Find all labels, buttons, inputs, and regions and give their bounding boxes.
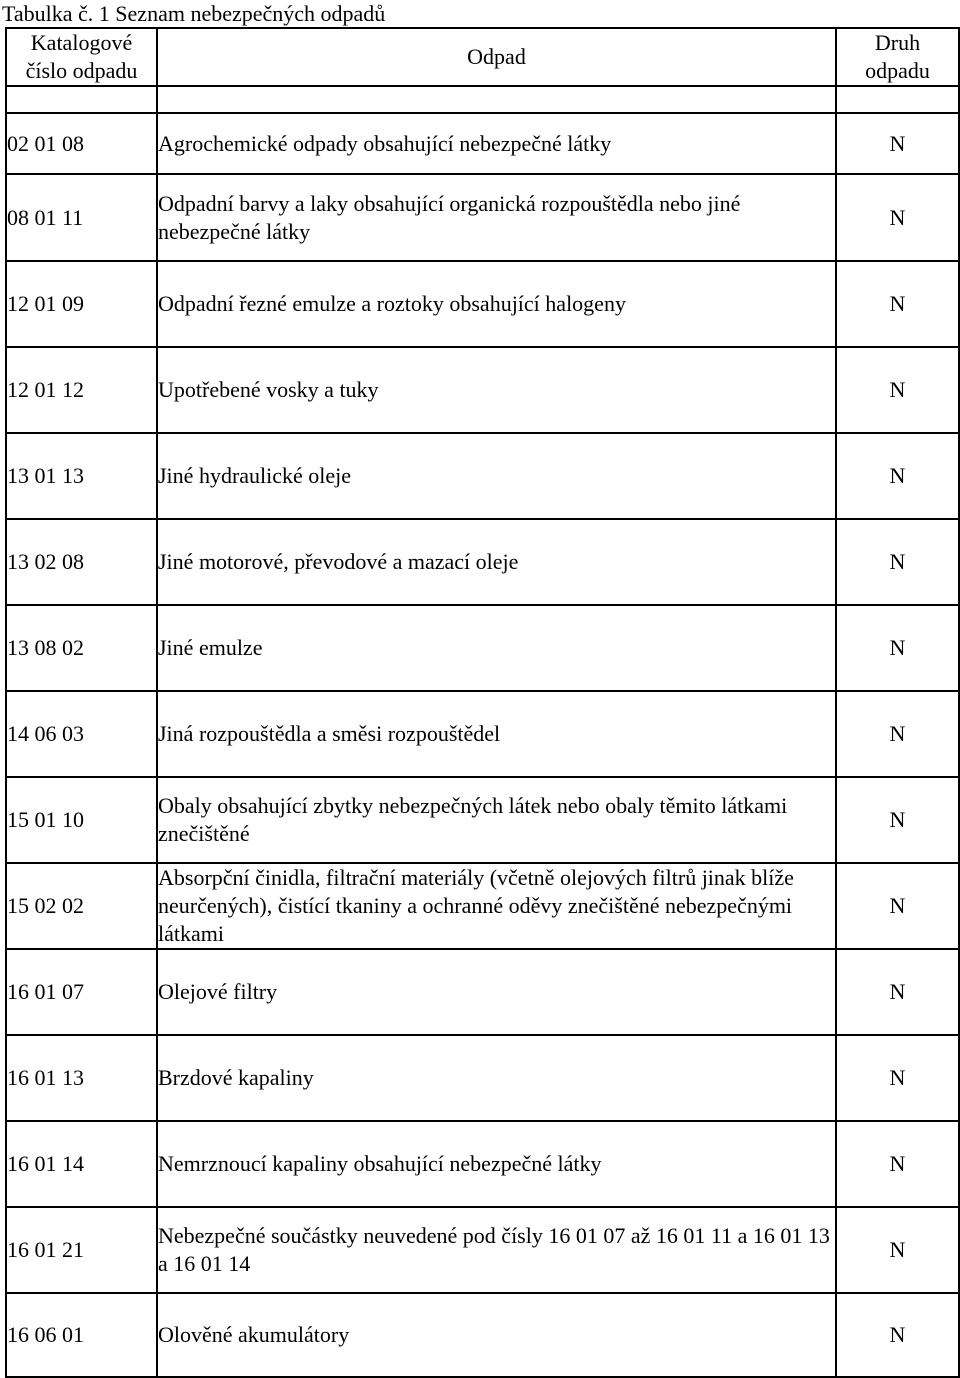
waste-type-cell: N [836, 949, 959, 1035]
waste-type-cell: N [836, 433, 959, 519]
waste-name-cell: Olověné akumulátory [157, 1293, 836, 1377]
waste-type-cell: N [836, 605, 959, 691]
table-row [6, 1121, 959, 1207]
table-row [6, 691, 959, 777]
table-row [6, 605, 959, 691]
table-row [6, 777, 959, 863]
hazardous-waste-table [5, 27, 960, 1378]
waste-type-cell: N [836, 1207, 959, 1293]
waste-name-cell: Agrochemické odpady obsahující nebezpečné látky [157, 113, 836, 174]
waste-type-cell: N [836, 347, 959, 433]
table-row [6, 519, 959, 605]
waste-type-cell: N [836, 777, 959, 863]
waste-code-cell: 16 01 14 [6, 1121, 157, 1207]
waste-type-cell: N [836, 113, 959, 174]
waste-code-cell: 12 01 09 [6, 261, 157, 347]
waste-name-cell: Jiná rozpouštědla a směsi rozpouštědel [157, 691, 836, 777]
header-catalog-number-line1: Katalogové [30, 30, 133, 55]
spacer-cell [836, 86, 959, 113]
waste-name-cell: Odpadní řezné emulze a roztoky obsahující halogeny [157, 261, 836, 347]
spacer-cell [157, 86, 836, 113]
waste-type-cell: N [836, 174, 959, 261]
header-catalog-number-line2: číslo odpadu [25, 58, 138, 83]
waste-code-cell: 15 01 10 [6, 777, 157, 863]
waste-code-cell: 16 01 21 [6, 1207, 157, 1293]
table-row [6, 113, 959, 174]
header-waste: Odpad [157, 28, 836, 86]
waste-type-cell: N [836, 1293, 959, 1377]
waste-name-cell: Brzdové kapaliny [157, 1035, 836, 1121]
table-row [6, 863, 959, 949]
waste-code-cell: 16 06 01 [6, 1293, 157, 1377]
waste-code-cell: 12 01 12 [6, 347, 157, 433]
waste-name-cell: Olejové filtry [157, 949, 836, 1035]
header-spacer-row [6, 86, 959, 113]
waste-code-cell: 13 01 13 [6, 433, 157, 519]
table-row [6, 1207, 959, 1293]
waste-type-cell: N [836, 519, 959, 605]
waste-code-cell: 13 08 02 [6, 605, 157, 691]
waste-name-cell: Obaly obsahující zbytky nebezpečných látek nebo obaly těmito látkami znečištěné [157, 777, 836, 863]
table-row [6, 949, 959, 1035]
waste-name-cell: Absorpční činidla, filtrační materiály (včetně olejových filtrů jinak blíže neurčených), čistící tkaniny a ochranné oděvy znečištěné nebezpečnými látkami [157, 863, 836, 949]
waste-name-cell: Jiné motorové, převodové a mazací oleje [157, 519, 836, 605]
table-row [6, 347, 959, 433]
table-row [6, 1293, 959, 1377]
waste-code-cell: 16 01 07 [6, 949, 157, 1035]
waste-code-cell: 08 01 11 [6, 174, 157, 261]
table-row [6, 174, 959, 261]
waste-type-cell: N [836, 261, 959, 347]
waste-name-cell: Jiné hydraulické oleje [157, 433, 836, 519]
header-waste-type-line1: Druh [874, 30, 921, 55]
waste-code-cell: 02 01 08 [6, 113, 157, 174]
table-row [6, 1035, 959, 1121]
table-caption: Tabulka č. 1 Seznam nebezpečných odpadů [2, 1, 386, 26]
waste-name-cell: Nebezpečné součástky neuvedené pod čísly 16 01 07 až 16 01 11 a 16 01 13 a 16 01 14 [157, 1207, 836, 1293]
waste-name-cell: Jiné emulze [157, 605, 836, 691]
table-row [6, 433, 959, 519]
header-catalog-number [6, 28, 157, 86]
waste-name-cell: Upotřebené vosky a tuky [157, 347, 836, 433]
waste-name-cell: Odpadní barvy a laky obsahující organická rozpouštědla nebo jiné nebezpečné látky [157, 174, 836, 261]
header-waste-type-line2: odpadu [865, 58, 930, 83]
spacer-cell [6, 86, 157, 113]
waste-type-cell: N [836, 1035, 959, 1121]
header-waste-type [836, 28, 959, 86]
waste-code-cell: 16 01 13 [6, 1035, 157, 1121]
waste-type-cell: N [836, 863, 959, 949]
waste-type-cell: N [836, 691, 959, 777]
waste-code-cell: 14 06 03 [6, 691, 157, 777]
table-row [6, 261, 959, 347]
waste-type-cell: N [836, 1121, 959, 1207]
waste-code-cell: 15 02 02 [6, 863, 157, 949]
waste-name-cell: Nemrznoucí kapaliny obsahující nebezpečné látky [157, 1121, 836, 1207]
waste-code-cell: 13 02 08 [6, 519, 157, 605]
